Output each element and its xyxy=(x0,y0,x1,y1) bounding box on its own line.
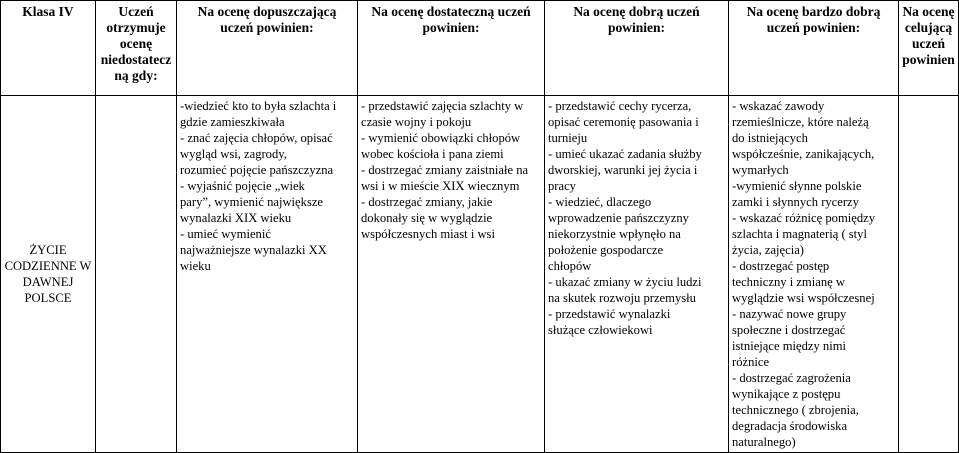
criteria-line: turnieju xyxy=(548,131,588,145)
header-grade-very-good: Na ocenę bardzo dobrą uczeń powinien: xyxy=(729,1,899,96)
criteria-line: wymarłych xyxy=(732,163,789,177)
criteria-line: zamki i słynnych rycerzy xyxy=(732,195,859,209)
criteria-line: - przedstawić wynalazki xyxy=(548,307,671,321)
criteria-line: - ukazać zmiany w życiu ludzi xyxy=(548,275,702,289)
criteria-line: dokonały się w wyglądzie xyxy=(361,211,493,225)
criteria-line: wyglądzie wsi współczesnej xyxy=(732,291,875,305)
criteria-insufficient xyxy=(96,96,177,453)
criteria-line: pary”, wymienić największe xyxy=(180,195,324,209)
topic-title: ŻYCIE CODZIENNE W DAWNEJ POLSCE xyxy=(1,96,96,453)
criteria-line: gdzie zamieszkiwała xyxy=(180,115,285,129)
criteria-line: wobec kościoła i pana ziemi xyxy=(361,147,504,161)
criteria-satisfactory xyxy=(358,96,545,453)
criteria-line: współcześnie, zanikających, xyxy=(732,147,875,161)
criteria-line: różnice xyxy=(732,355,770,369)
criteria-line: służące człowiekowi xyxy=(548,323,653,337)
criteria-line: - przedstawić cechy rycerza, xyxy=(548,99,692,113)
header-grade-good: Na ocenę dobrą uczeń powinien: xyxy=(545,1,729,96)
criteria-sufficient xyxy=(177,96,358,453)
criteria-line: niekorzystnie wpłynęło na xyxy=(548,227,681,241)
criteria-line: - umieć wymienić xyxy=(180,227,271,241)
header-class-level: Klasa IV xyxy=(1,1,96,96)
criteria-line: dworskiej, warunki jej życia i xyxy=(548,163,698,177)
criteria-line: życia, zajęcia) xyxy=(732,243,805,257)
criteria-line: techniczny i zmianę w xyxy=(732,275,845,289)
criteria-line: wynalazki XIX wieku xyxy=(180,211,292,225)
criteria-line: - wymienić obowiązki chłopów xyxy=(361,131,521,145)
criteria-line: - wiedzieć, dlaczego xyxy=(548,195,652,209)
criteria-line: szlachta i magnaterią ( styl xyxy=(732,227,867,241)
criteria-line: -wiedzieć kto to była szlachta i xyxy=(180,99,337,113)
criteria-line: istniejące między nimi xyxy=(732,339,847,353)
criteria-line: wygląd wsi, zagrody, xyxy=(180,147,287,161)
criteria-line: -wymienić słynne polskie xyxy=(732,179,862,193)
criteria-line: współczesnych miast i wsi xyxy=(361,227,495,241)
header-grade-sufficient: Na ocenę dopuszczającą uczeń powinien: xyxy=(177,1,358,96)
criteria-line: rozumieć pojęcie pańszczyzna xyxy=(180,163,334,177)
criteria-line: - dostrzegać zmiany zaistniałe na xyxy=(361,163,529,177)
criteria-line: degradacja środowiska xyxy=(732,419,848,433)
criteria-line: wynikające z postępu xyxy=(732,387,841,401)
criteria-excellent xyxy=(899,96,959,453)
criteria-line: - dostrzegać postęp xyxy=(732,259,830,273)
criteria-line: technicznego ( zbrojenia, xyxy=(732,403,859,417)
criteria-line: do istniejących xyxy=(732,131,808,145)
criteria-line: na skutek rozwoju przemysłu xyxy=(548,291,696,305)
criteria-very-good xyxy=(729,96,899,453)
criteria-line: - wyjaśnić pojęcie „wiek xyxy=(180,179,305,193)
header-grade-satisfactory: Na ocenę dostateczną uczeń powinien: xyxy=(358,1,545,96)
header-row xyxy=(1,1,959,96)
header-grade-insufficient: Uczeń otrzymuje ocenę niedostateczną gdy: xyxy=(96,1,177,96)
criteria-line: najważniejsze wynalazki XX xyxy=(180,243,327,257)
criteria-line: opisać ceremonię pasowania i xyxy=(548,115,699,129)
criteria-line: - wskazać zawody xyxy=(732,99,825,113)
criteria-line: chłopów xyxy=(548,259,592,273)
criteria-line: - nazywać nowe grupy xyxy=(732,307,847,321)
criteria-line: - znać zajęcia chłopów, opisać xyxy=(180,131,333,145)
criteria-line: czasie wojny i pokoju xyxy=(361,115,472,129)
header-grade-excellent: Na ocenę celującą uczeń powinien xyxy=(899,1,959,96)
criteria-line: rzemieślnicze, które należą xyxy=(732,115,869,129)
criteria-line: wprowadzenie pańszczyzny xyxy=(548,211,689,225)
criteria-line: społeczne i dostrzegać xyxy=(732,323,846,337)
criteria-line: naturalnego) xyxy=(732,435,796,449)
criteria-line: wieku xyxy=(180,259,211,273)
table-row xyxy=(1,96,959,453)
criteria-line: pracy xyxy=(548,179,576,193)
criteria-line: - umieć ukazać zadania służby xyxy=(548,147,702,161)
criteria-line: położenie gospodarcze xyxy=(548,243,664,257)
criteria-line: - przedstawić zajęcia szlachty w xyxy=(361,99,524,113)
criteria-good xyxy=(545,96,729,453)
criteria-line: wsi i w mieście XIX wiecznym xyxy=(361,179,520,193)
criteria-line: - dostrzegać zmiany, jakie xyxy=(361,195,493,209)
criteria-line: - dostrzegać zagrożenia xyxy=(732,371,851,385)
criteria-line: - wskazać różnicę pomiędzy xyxy=(732,211,876,225)
